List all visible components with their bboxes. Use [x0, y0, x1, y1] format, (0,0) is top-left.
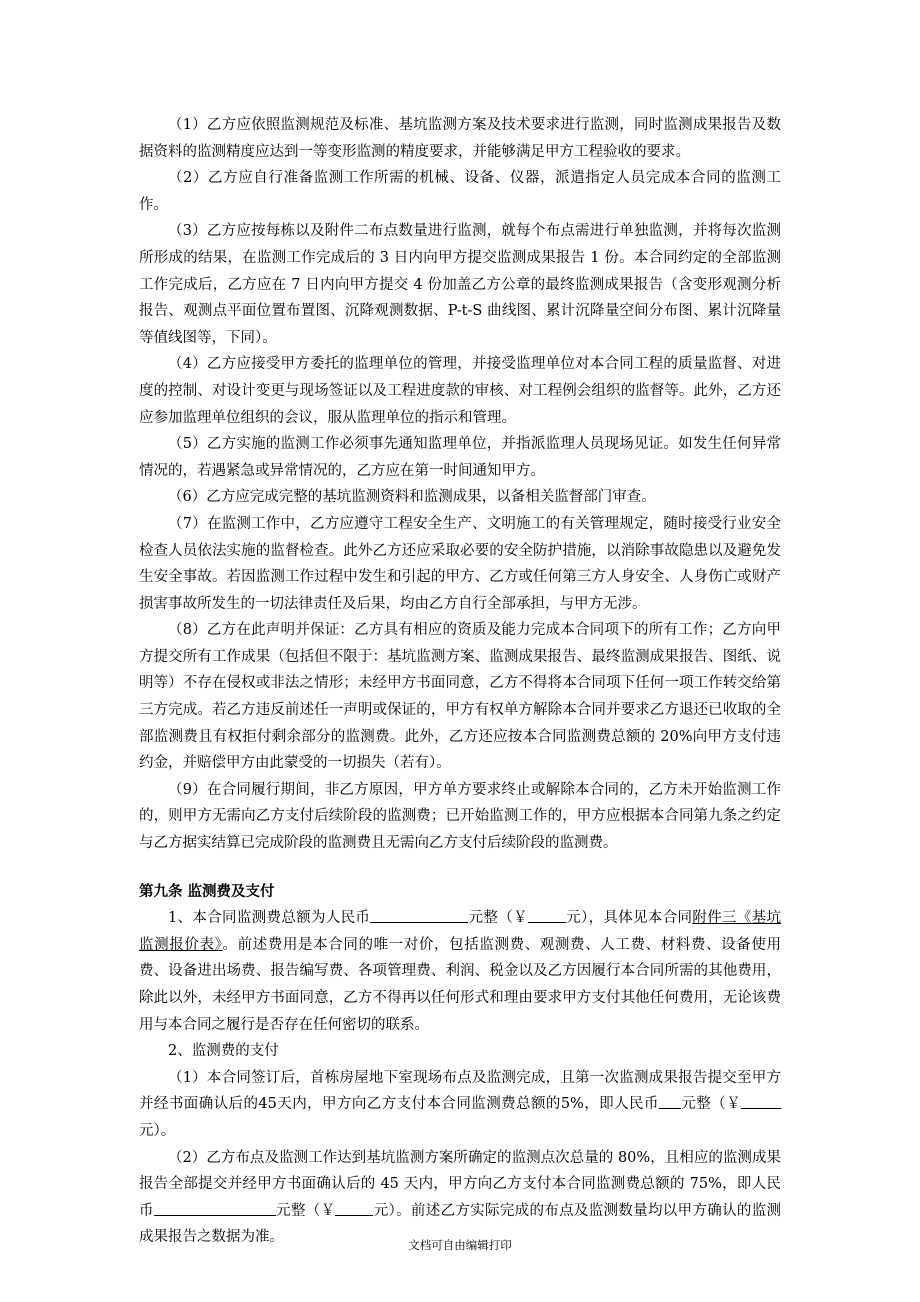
article-9-clause-2: 2、监测费的支付 [168, 1043, 279, 1060]
clause-8-item-7: （7）在监测工作中，乙方应遵守工程安全生产、文明施工的有关管理规定，随时接受行业安全检查人员依法实施的监督检查。此外乙方还应采取必要的安全防护措施，以消除事故隐患以及避免发生安全事故。若因监测工作过程中发生和引起的甲方、乙方或任何第三方人身安全、人身伤亡或财产损害事故所发生的一切法律责任及后果，均由乙方自行全部承担，与甲方无涉。 [139, 515, 781, 612]
clause-text: 元），具体见本合同 [565, 910, 693, 927]
clause-text: 1、本合同监测费总额为人民币 [168, 910, 371, 927]
clause-text: 元）。前述乙方实际完成的布点及监测数量均以甲方确认的监测成果报告之数据为准。 [139, 1202, 782, 1246]
clause-8-item-1: （1）乙方应依照监测规范及标准、基坑监测方案及技术要求进行监测，同时监测成果报告及数据资料的监测精度应达到一等变形监测的精度要求，并能够满足甲方工程验收的要求。 [139, 117, 781, 160]
amount-figure-blank[interactable] [741, 1092, 781, 1109]
amount-figure-blank[interactable] [528, 906, 566, 923]
clause-8-item-3: （3）乙方应按每栋以及附件二布点数量进行监测，就每个布点需进行单独监测，并将每次监测所形成的结果，在监测工作完成后的 3 日内向甲方提交监测成果报告 1 份。本合同约定的全部监测工作完成后，乙方应在 7 日内向甲方提交 4 份加盖乙方公章的最终监测成果报告（含变形观测分析报告、观测点平面位置布置图、沉降观测数据、P-t-S 曲线图、累计沉降量空间分布图、累计沉降量等值线图等，下同）。 [139, 223, 781, 346]
amount-blank[interactable] [154, 1199, 276, 1216]
payment-item-1 [139, 1065, 781, 1145]
document-body [139, 112, 781, 1251]
article-9-title: 第九条 监测费及支付 [139, 883, 275, 900]
amount-figure-blank[interactable] [335, 1199, 373, 1216]
page-footer: 文档可自由编辑打印 [408, 1238, 512, 1252]
clause-8-item-6: （6）乙方应完成完整的基坑监测资料和监测成果，以备相关监督部门审查。 [168, 489, 656, 506]
clause-8-item-9: （9）在合同履行期间，非乙方原因，甲方单方要求终止或解除本合同的，乙方未开始监测工作的，则甲方无需向乙方支付后续阶段的监测费；已开始监测工作的，甲方应根据本合同第九条之约定与乙方据实结算已完成阶段的监测费且无需向乙方支付后续阶段的监测费。 [139, 781, 781, 852]
appendix-reference: 附件三《基坑监测报价表》 [139, 910, 782, 953]
clause-text: 元）。 [139, 1122, 176, 1139]
clause-text: 元整（￥ [275, 1202, 336, 1219]
clause-8-item-2: （2）乙方应自行准备监测工作所需的机械、设备、仪器，派遣指定人员完成本合同的监测工作。 [139, 170, 781, 213]
clause-text: （1）本合同签订后，首栋房屋地下室现场布点及监测完成，且第一次监测成果报告提交至甲方并经书面确认后的45天内，甲方向乙方支付本合同监测费总额的5%，即人民币 [139, 1069, 781, 1113]
article-9-clause-1 [139, 905, 781, 1038]
clause-8-item-4: （4）乙方应接受甲方委托的监理单位的管理，并接受监理单位对本合同工程的质量监督、对进度的控制、对设计变更与现场签证以及工程进度款的审核、对工程例会组织的监督等。此外，乙方还应参加监理单位组织的会议，服从监理单位的指示和管理。 [139, 356, 781, 426]
clause-text: （2）乙方布点及监测工作达到基坑监测方案所确定的监测点次总量的 80%，且相应的监测成果报告全部提交并经甲方书面确认后的 45 天内，甲方向乙方支付本合同监测费总额的 75%，即人民币 [139, 1149, 781, 1219]
amount-blank[interactable] [370, 906, 468, 923]
payment-item-2 [139, 1145, 781, 1251]
clause-8-item-8: （8）乙方在此声明并保证：乙方具有相应的资质及能力完成本合同项下的所有工作；乙方向甲方提交所有工作成果（包括但不限于：基坑监测方案、监测成果报告、最终监测成果报告、图纸、说明等）不存在侵权或非法之情形；未经甲方书面同意，乙方不得将本合同项下任何一项工作转交给第三方完成。若乙方违反前述任一声明或保证的，甲方有权单方解除本合同并要求乙方退还已收取的全部监测费且有权拒付剩余部分的监测费。此外，乙方还应按本合同监测费总额的 20%向甲方支付违约金，并赔偿甲方由此蒙受的一切损失（若有）。 [139, 622, 781, 772]
clause-text: 元整（￥ [680, 1096, 742, 1113]
clause-text: 元整（￥ [468, 910, 528, 927]
clause-8-item-5: （5）乙方实施的监测工作必须事先通知监理单位，并指派监理人员现场见证。如发生任何异常情况的，若遇紧急或异常情况的，乙方应在第一时间通知甲方。 [139, 436, 781, 479]
clause-text: 。前述费用是本合同的唯一对价，包括监测费、观测费、人工费、材料费、设备使用费、设备进出场费、报告编写费、各项管理费、利润、税金以及乙方因履行本合同所需的其他费用，除此以外，未经甲方书面同意，乙方不得再以任何形式和理由要求甲方支付其他任何费用，无论该费用与本合同之履行是否存在任何密切的联系。 [139, 936, 782, 1033]
amount-blank[interactable] [659, 1092, 681, 1109]
